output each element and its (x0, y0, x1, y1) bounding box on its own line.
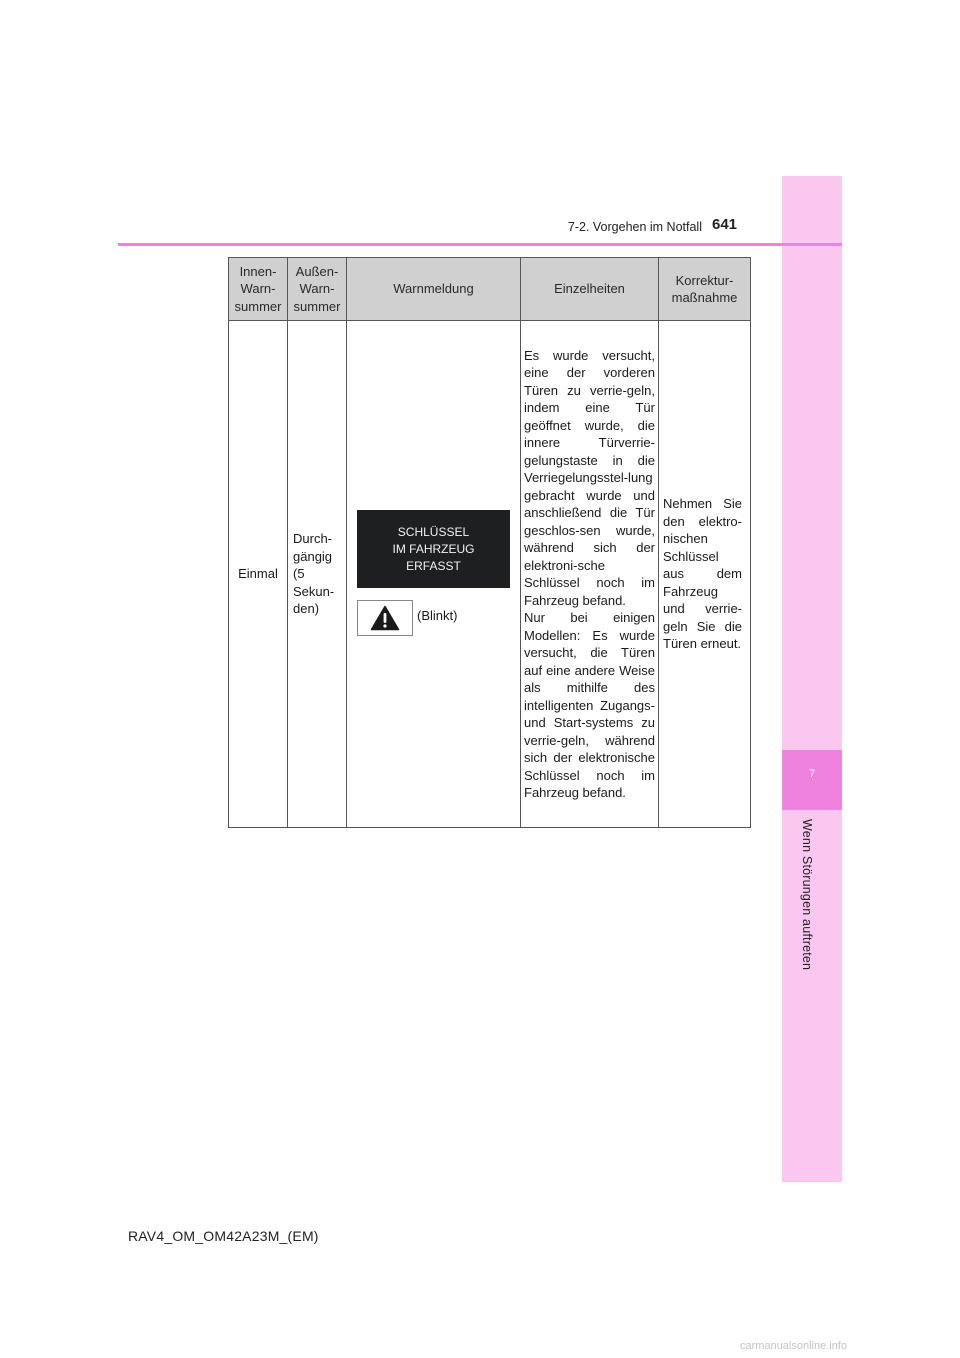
chapter-number: 7 (808, 768, 816, 780)
cell-inner-buzzer: Einmal (229, 321, 288, 828)
outer-buzzer-text: Durch- gängig (5 Sekun- den) (293, 531, 335, 617)
page-number: 641 (712, 216, 738, 233)
table-header-row (229, 258, 751, 321)
chapter-side-tab (782, 176, 842, 1182)
details-text: Es wurde versucht, eine der vorderen Türen zu verrie-geln, indem eine Tür geöffnet wurde, die innere Türverrie-gelungstaste in die Verriegelungsstel-lung gebracht wurde und anschließend die Tür geschlos-sen wurde, während sich der elektroni-sche Schlüssel noch im Fahrzeug befand. (524, 347, 655, 608)
display-message (357, 510, 510, 588)
warning-table (228, 257, 751, 828)
section-title: 7-2. Vorgehen im Notfall (567, 220, 702, 234)
header-action-label: Korrektur- maßnahme (671, 272, 738, 305)
header-divider (118, 243, 842, 246)
table-row (229, 321, 751, 828)
model-code: RAV4_OM_OM42A23M_(EM) (128, 1228, 319, 1244)
blink-label: (Blinkt) (417, 608, 458, 623)
header-details: Einzelheiten (521, 258, 659, 321)
cell-warning-message (347, 321, 521, 828)
cell-details (521, 321, 659, 828)
message-line-1: SCHLÜSSEL (397, 524, 470, 539)
chapter-title: Wenn Störungen auftreten (800, 819, 814, 971)
header-outer-buzzer-label: Außen- Warn- summer (293, 263, 341, 314)
details-note: Nur bei einigen Modellen: Es wurde versucht, die Türen auf eine andere Weise als mithilfe des intelligenten Zugangs- und Start-systems zu verrie-geln, während sich der elektronische Schlüssel noch im Fahrzeug befand. (524, 610, 655, 800)
header-warning: Warnmeldung (347, 258, 521, 321)
chapter-number-block (782, 750, 842, 810)
watermark: carmanualsonline.info (740, 1340, 848, 1352)
warning-triangle-icon (357, 600, 413, 636)
message-line-2: IM FAHRZEUG (392, 541, 475, 556)
header-inner-buzzer-label: Innen- Warn- summer (234, 263, 282, 314)
header-outer-buzzer (288, 258, 347, 321)
header-inner-buzzer (229, 258, 288, 321)
header-action (659, 258, 751, 321)
message-line-3: ERFASST (406, 558, 461, 573)
cell-action: Nehmen Sie den elektro-nischen Schlüssel aus dem Fahrzeug und verrie-geln Sie die Türen erneut. (659, 321, 751, 828)
cell-outer-buzzer (288, 321, 347, 828)
